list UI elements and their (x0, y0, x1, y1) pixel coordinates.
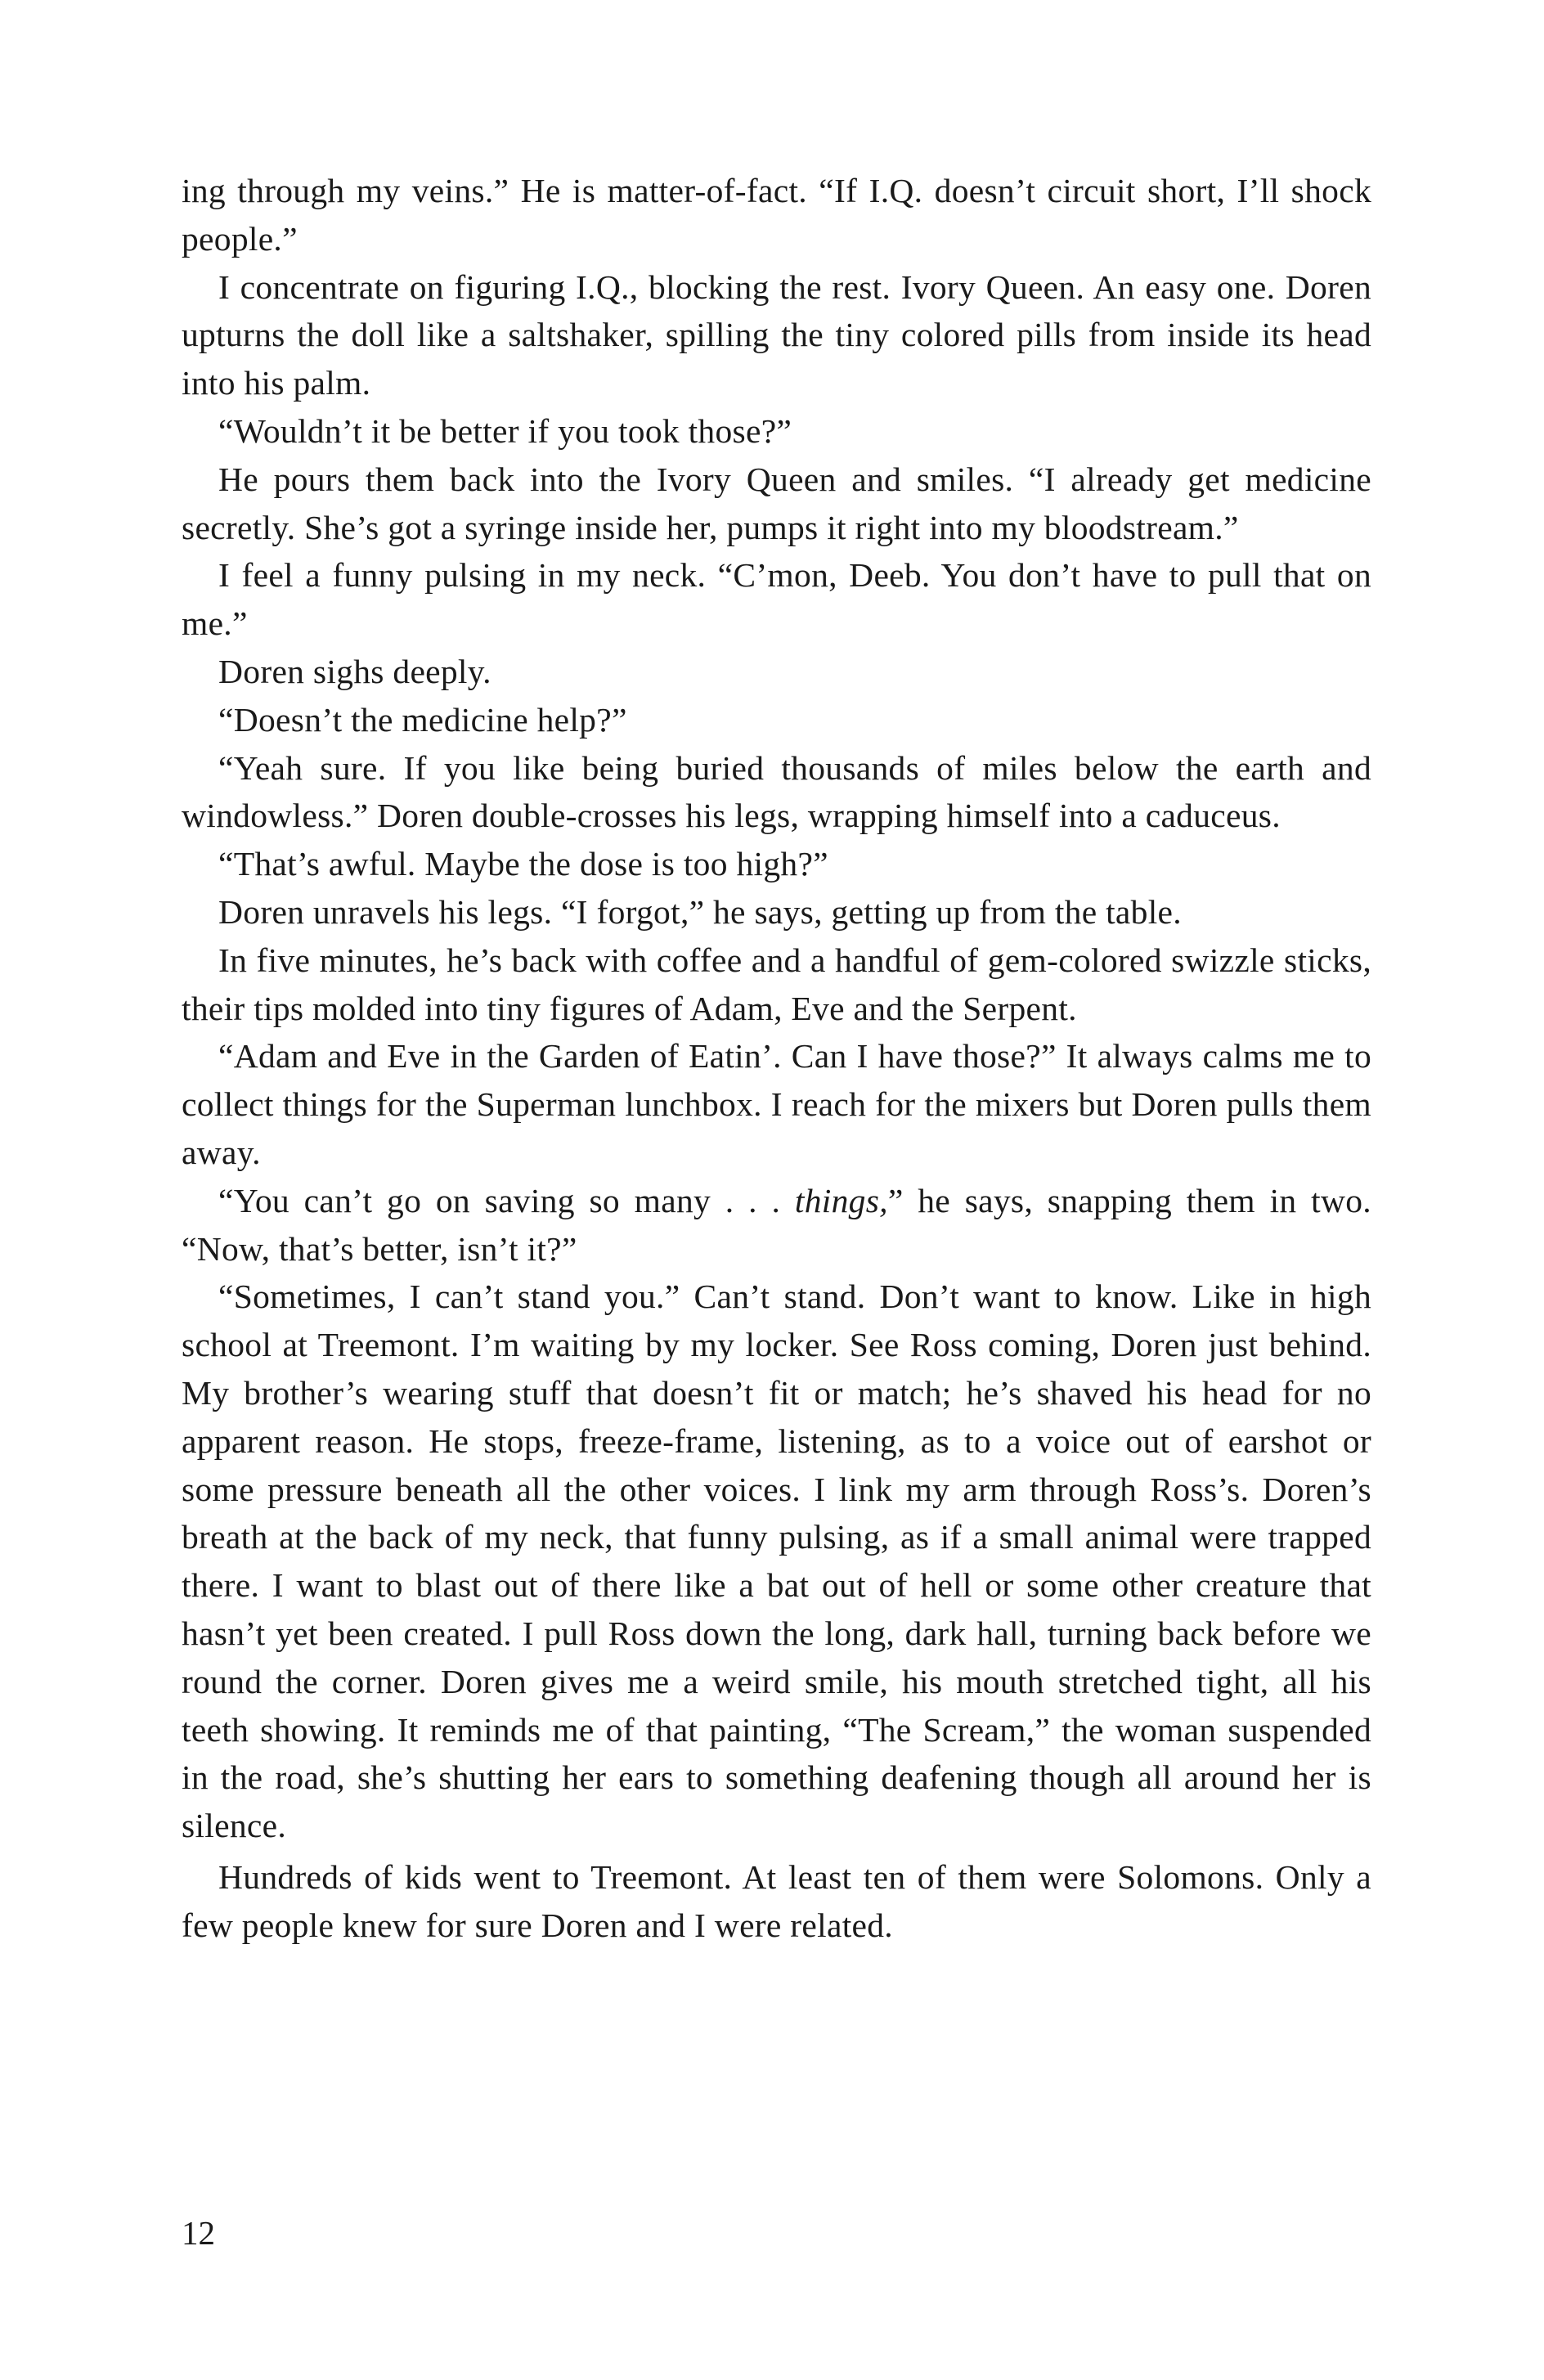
paragraph-saving-italic: things, (794, 1181, 888, 1219)
paragraph: I feel a funny pulsing in my neck. “C’mon, Deeb. You don’t have to pull that on me.” (182, 556, 1371, 643)
paragraph: “Adam and Eve in the Garden of Eatin’. Can I have those?” It always calms me to collect things for the Superman lunchbox. I reach for the mixers but Doren pulls them away. (182, 1037, 1371, 1171)
paragraph: He pours them back into the Ivory Queen and smiles. “I already get medicine secretly. She’s got a syringe inside her, pumps it right into my bloodstream.” (182, 460, 1371, 546)
paragraph: In five minutes, he’s back with coffee and a handful of gem-colored swizzle sticks, their tips molded into tiny figures of Adam, Eve and the Serpent. (182, 941, 1371, 1027)
paragraph: Hundreds of kids went to Treemont. At least ten of them were Solomons. Only a few people knew for sure Doren and I were related. (182, 1857, 1371, 1944)
paragraph-saving-start: “You can’t go on saving so many . . . (218, 1181, 795, 1219)
paragraph-saving (182, 1177, 1371, 1273)
paragraph: I concentrate on figuring I.Q., blocking the rest. Ivory Queen. An easy one. Doren upturns the doll like a saltshaker, spilling the tiny colored pills from inside its head into his palm. (182, 267, 1371, 402)
paragraph: “That’s awful. Maybe the dose is too high?” (218, 845, 828, 883)
paragraph: “Wouldn’t it be better if you took those?” (218, 411, 792, 450)
page-number: 12 (182, 2214, 215, 2252)
paragraph: “Doesn’t the medicine help?” (218, 700, 627, 739)
body-text (182, 167, 1371, 1949)
paragraph-saving-end: ” he says, snapping them in two. “Now, that’s better, isn’t it?” (182, 1181, 1371, 1268)
paragraph: Doren sighs deeply. (218, 652, 491, 690)
paragraph: ing through my veins.” He is matter-of-fact. “If I.Q. doesn’t circuit short, I’ll shock people.” (182, 172, 1371, 258)
paragraph: Doren unravels his legs. “I forgot,” he says, getting up from the table. (218, 892, 1182, 931)
paragraph: “Yeah sure. If you like being buried thousands of miles below the earth and windowless.” Doren double-crosses his legs, wrapping himself into a caduceus. (182, 748, 1371, 835)
paragraph: “Sometimes, I can’t stand you.” Can’t stand. Don’t want to know. Like in high school at Treemont. I’m waiting by my locker. See Ross coming, Doren just behind. My brother’s wearing stuff that doesn’t fit or match; he’s shaved his head for no apparent reason. He stops, freeze-frame, listening, as to a voice out of earshot or some pressure beneath all the other voices. I link my arm through Ross’s. Doren’s breath at the back of my neck, that funny pulsing, as if a small animal were trapped there. I want to blast out of there like a bat out of hell or some other creature that hasn’t yet been created. I pull Ross down the long, dark hall, turning back before we round the corner. Doren gives me a weird smile, his mouth stretched tight, all his teeth showing. It reminds me of that painting, “The Scream,” the woman suspended in the road, she’s shutting her ears to something deafening though all around her is silence. (182, 1278, 1371, 1845)
